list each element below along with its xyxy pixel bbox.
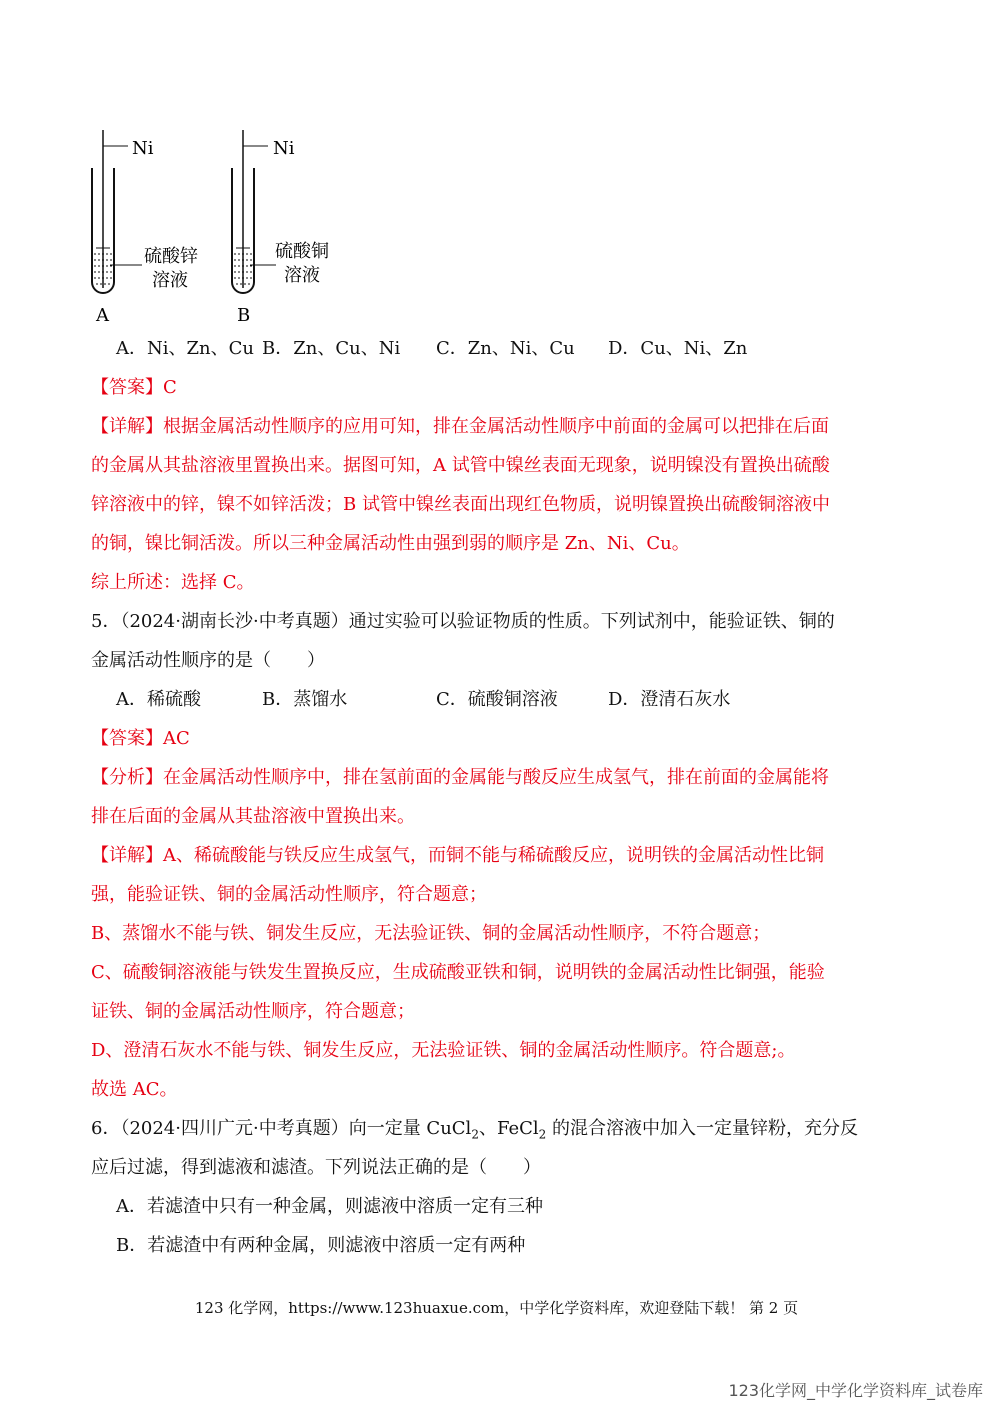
q5-detail-line-4: C、硫酸铜溶液能与铁发生置换反应，生成硫酸亚铁和铜，说明铁的金属活动性比铜强，能验 — [91, 962, 825, 983]
q5-answer — [91, 727, 190, 751]
tube-b — [232, 130, 276, 293]
tube-b-solution-label: 硫酸铜 — [275, 241, 329, 262]
test-tube-figure — [80, 120, 380, 335]
tube-b-wire-label: Ni — [273, 138, 295, 159]
q4-detail-line-1 — [91, 415, 829, 439]
q5-detail-line-1 — [91, 844, 824, 868]
q4-option-d: D．Cu、Ni、Zn — [608, 338, 748, 359]
q5-detail-line-6: D、澄清石灰水不能与铁、铜发生反应，无法验证铁、铜的金属活动性顺序。符合题意;。 — [91, 1040, 796, 1061]
answer-value: C — [163, 377, 177, 398]
q5-stem-line-2: 金属活动性顺序的是（ ） — [91, 650, 325, 671]
analysis-tag: 【分析】 — [91, 767, 163, 788]
q5-detail-line-2: 强，能验证铁、铜的金属活动性顺序，符合题意； — [91, 884, 487, 905]
answer-value: AC — [163, 728, 190, 749]
q4-detail-line-4: 的铜，镍比铜活泼。所以三种金属活动性由强到弱的顺序是 Zn、Ni、Cu。 — [91, 533, 690, 554]
q6-option-b: B．若滤渣中有两种金属，则滤液中溶质一定有两种 — [116, 1235, 526, 1256]
detail-tag: 【详解】 — [91, 845, 163, 866]
tube-a-solution-label-2: 溶液 — [152, 270, 188, 291]
q4-answer — [91, 376, 177, 400]
tube-b-label: B — [237, 305, 251, 326]
subscript: 2 — [538, 1127, 547, 1142]
q6-option-a: A．若滤渣中只有一种金属，则滤液中溶质一定有三种 — [116, 1196, 543, 1217]
watermark: 123化学网_中学化学资料库_试卷库 — [728, 1381, 983, 1400]
q6-stem-line-2: 应后过滤，得到滤液和滤渣。下列说法正确的是（ ） — [91, 1157, 541, 1178]
tube-b-solution-label-2: 溶液 — [284, 265, 320, 286]
q6-stem-line-1 — [91, 1117, 858, 1147]
q4-options — [0, 337, 993, 361]
q5-stem-line-1: 5．（2024·湖南长沙·中考真题）通过实验可以验证物质的性质。下列试剂中，能验证铁、铜的 — [91, 611, 835, 632]
page-footer: 123 化学网，https://www.123huaxue.com，中学化学资料库，欢迎登陆下载！ 第 2 页 — [194, 1299, 799, 1317]
q6-stem-part: 的混合溶液中加入一定量锌粉，充分反 — [546, 1118, 859, 1139]
q5-option-b: B．蒸馏水 — [262, 689, 348, 710]
q4-option-a: A．Ni、Zn、Cu — [116, 338, 254, 359]
q5-option-a: A．稀硫酸 — [116, 689, 201, 710]
analysis-text: 在金属活动性顺序中，排在氢前面的金属能与酸反应生成氢气，排在前面的金属能将 — [163, 767, 829, 788]
q5-analysis-line-2: 排在后面的金属从其盐溶液中置换出来。 — [91, 806, 415, 827]
tube-a-wire-label: Ni — [132, 138, 154, 159]
q5-analysis-line-1 — [91, 766, 829, 790]
q4-detail-line-3: 锌溶液中的锌，镍不如锌活泼；B 试管中镍丝表面出现红色物质，说明镍置换出硫酸铜溶液中 — [91, 494, 830, 515]
q6-stem-part: 、FeCl — [478, 1118, 539, 1139]
q5-summary: 故选 AC。 — [91, 1079, 178, 1100]
q4-option-c: C．Zn、Ni、Cu — [436, 338, 575, 359]
tube-a-solution-label: 硫酸锌 — [144, 246, 198, 267]
tube-a-label: A — [96, 305, 109, 326]
q4-detail-line-2: 的金属从其盐溶液里置换出来。据图可知，A 试管中镍丝表面无现象，说明镍没有置换出硫酸 — [91, 455, 830, 476]
q4-summary: 综上所述：选择 C。 — [91, 572, 255, 593]
detail-text: 根据金属活动性顺序的应用可知，排在金属活动性顺序中前面的金属可以把排在后面 — [163, 416, 829, 437]
q6-stem-part: 6．（2024·四川广元·中考真题）向一定量 CuCl — [91, 1118, 472, 1139]
q5-option-c: C．硫酸铜溶液 — [436, 689, 558, 710]
q5-detail-line-5: 证铁、铜的金属活动性顺序，符合题意； — [91, 1001, 415, 1022]
q5-options — [0, 688, 993, 712]
detail-text: A、稀硫酸能与铁反应生成氢气，而铜不能与稀硫酸反应，说明铁的金属活动性比铜 — [163, 845, 824, 866]
q5-detail-line-3: B、蒸馏水不能与铁、铜发生反应，无法验证铁、铜的金属活动性顺序，不符合题意； — [91, 923, 771, 944]
answer-tag: 【答案】 — [91, 728, 163, 749]
answer-tag: 【答案】 — [91, 377, 163, 398]
detail-tag: 【详解】 — [91, 416, 163, 437]
q5-option-d: D．澄清石灰水 — [608, 689, 731, 710]
q4-option-b: B．Zn、Cu、Ni — [262, 338, 401, 359]
subscript: 2 — [471, 1127, 479, 1142]
